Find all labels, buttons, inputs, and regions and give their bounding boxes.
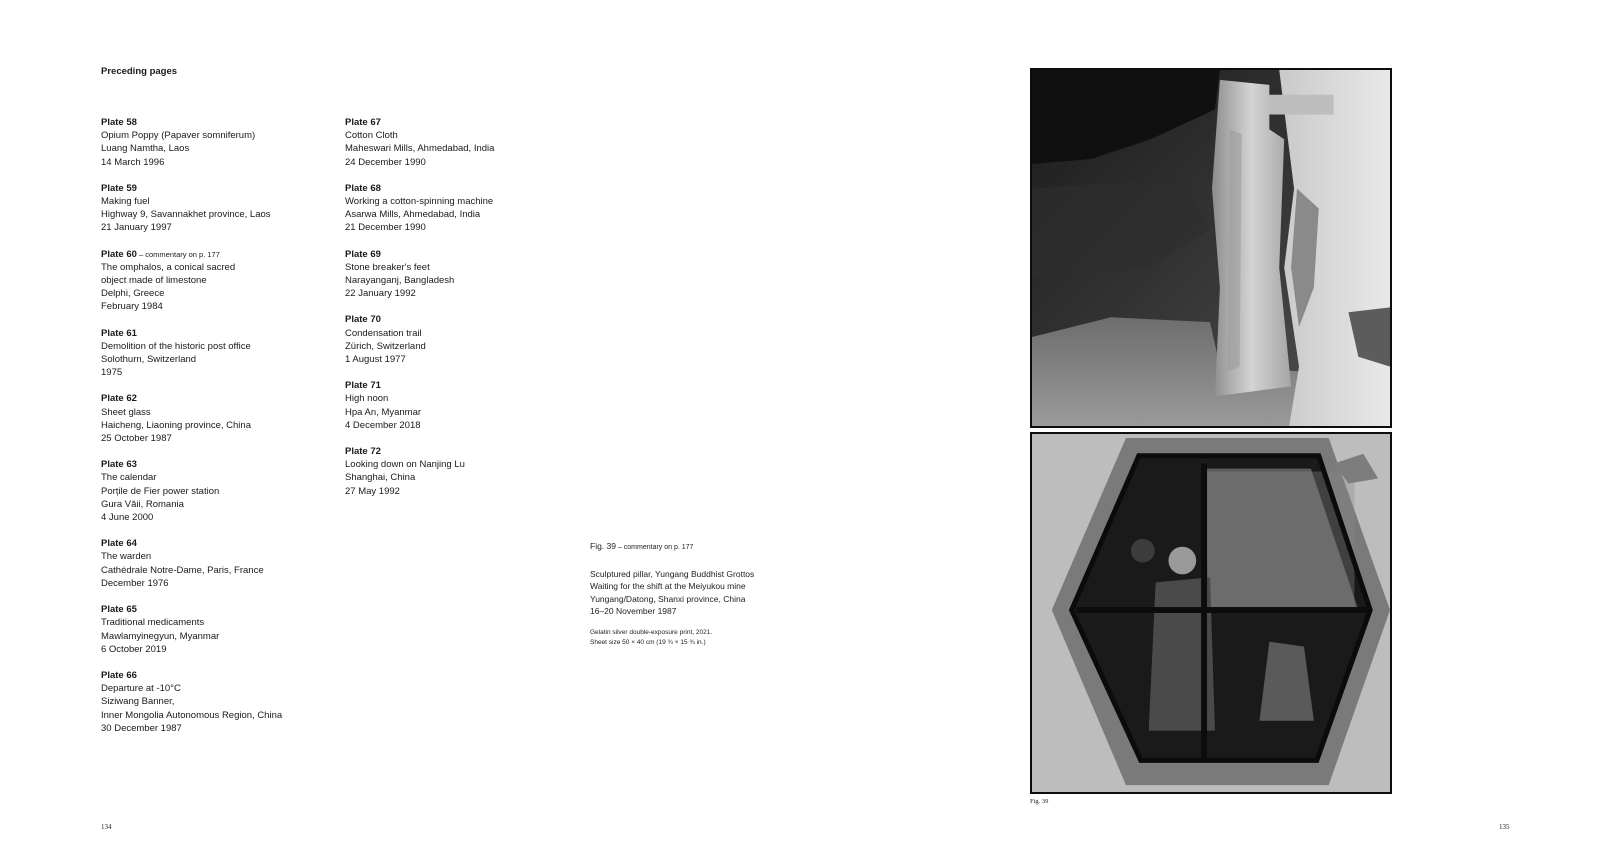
- caption-fig-title: Fig. 39 – commentary on p. 177: [590, 541, 694, 551]
- plate-line: The omphalos, a conical sacred: [101, 261, 236, 273]
- photo-sculptured-pillar: [1030, 68, 1392, 428]
- plate-number: Plate 69: [345, 248, 381, 260]
- plate-line: Luang Namtha, Laos: [101, 143, 190, 155]
- plate-entry: [101, 458, 331, 524]
- plate-line: Cotton Cloth: [345, 130, 398, 142]
- plate-line: December 1976: [101, 577, 169, 589]
- plate-number: Plate 71: [345, 380, 381, 392]
- plate-entry: [345, 313, 575, 366]
- plate-number: Plate 67: [345, 117, 381, 128]
- plate-number: Plate 65: [101, 604, 137, 616]
- plate-line: Siziwang Banner,: [101, 696, 175, 708]
- plate-line: 25 October 1987: [101, 433, 172, 445]
- section-heading: Preceding pages: [101, 66, 178, 77]
- plate-line: Porțile de Fier power station: [101, 485, 220, 497]
- plate-line: 1975: [101, 367, 123, 379]
- plate-line: Sheet glass: [101, 406, 151, 418]
- plate-number: Plate 72: [345, 446, 381, 458]
- plate-line: Shanghai, China: [345, 472, 416, 484]
- plate-line: Inner Mongolia Autonomous Region, China: [101, 709, 283, 721]
- plate-entry: [345, 182, 575, 235]
- plate-line: Zürich, Switzerland: [345, 340, 426, 352]
- plate-line: 4 June 2000: [101, 512, 154, 524]
- plate-list-left: [101, 116, 331, 748]
- plate-line: Gura Văii, Romania: [101, 498, 184, 510]
- figure-caption: [590, 540, 830, 648]
- plate-line: February 1984: [101, 301, 163, 313]
- plate-number: Plate 63: [101, 459, 137, 471]
- plate-line: 27 May 1992: [345, 485, 400, 497]
- plate-line: 1 August 1977: [345, 354, 406, 366]
- plate-line: The warden: [101, 551, 152, 563]
- plate-number: Plate 61: [101, 327, 137, 339]
- caption-line: Yungang/Datong, Shanxi province, China: [590, 593, 746, 604]
- plate-line: Looking down on Nanjing Lu: [345, 459, 465, 471]
- plate-entry: [101, 392, 331, 445]
- plate-list-right: [345, 116, 575, 511]
- plate-entry: [345, 248, 575, 301]
- plate-number: Plate 62: [101, 393, 137, 405]
- plate-line: Cathédrale Notre-Dame, Paris, France: [101, 564, 264, 576]
- plate-number: Plate 60 – commentary on p. 177: [101, 248, 220, 260]
- plate-line: object made of limestone: [101, 275, 207, 287]
- page-number-left: 134: [101, 823, 112, 831]
- plate-line: Delphi, Greece: [101, 288, 165, 300]
- plate-entry: [101, 537, 331, 590]
- plate-line: High noon: [345, 393, 389, 405]
- plate-line: The calendar: [101, 472, 157, 484]
- plate-line: 14 March 1996: [101, 156, 165, 168]
- plate-number: Plate 59: [101, 182, 137, 194]
- plate-line: Opium Poppy (Papaver somniferum): [101, 130, 256, 142]
- plate-entry: [345, 379, 575, 432]
- plate-entry: [101, 182, 331, 235]
- plate-line: Maheswari Mills, Ahmedabad, India: [345, 143, 495, 155]
- plate-line: Narayanganj, Bangladesh: [345, 275, 455, 287]
- plate-line: 21 December 1990: [345, 222, 426, 234]
- plate-line: 4 December 2018: [345, 419, 421, 431]
- plate-line: Demolition of the historic post office: [101, 340, 251, 352]
- plate-entry: [101, 327, 331, 380]
- plate-line: Traditional medicaments: [101, 617, 205, 629]
- commentary-note: – commentary on p. 177: [136, 249, 220, 259]
- plate-line: 6 October 2019: [101, 643, 167, 655]
- plate-entry: [101, 603, 331, 656]
- plate-entry: [345, 445, 575, 498]
- plate-entry: [101, 248, 331, 314]
- plate-line: 24 December 1990: [345, 156, 426, 168]
- plate-line: Highway 9, Savannakhet province, Laos: [101, 209, 271, 221]
- plate-entry: [101, 116, 331, 169]
- caption-print-info: Gelatin silver double-exposure print, 2021.: [590, 628, 713, 636]
- page-number-right: 135: [1499, 823, 1510, 831]
- caption-line: 16–20 November 1987: [590, 606, 677, 616]
- plate-entry: [345, 116, 575, 169]
- plate-number: Plate 66: [101, 669, 137, 681]
- plate-line: Condensation trail: [345, 327, 422, 339]
- plate-number: Plate 70: [345, 314, 381, 326]
- caption-sheet-size: Sheet size 50 × 40 cm (19 ¾ × 15 ¾ in.): [590, 638, 706, 646]
- plate-line: Making fuel: [101, 196, 150, 208]
- photo-miners-hexagon-window: [1030, 432, 1392, 794]
- plate-line: Hpa An, Myanmar: [345, 406, 422, 418]
- plate-entry: [101, 669, 331, 735]
- caption-line: Sculptured pillar, Yungang Buddhist Grottos: [590, 568, 755, 579]
- photo-fig-label: Fig. 39: [1030, 798, 1049, 805]
- plate-line: Mawlamyinegyun, Myanmar: [101, 630, 220, 642]
- plate-line: Haicheng, Liaoning province, China: [101, 419, 251, 431]
- plate-line: Asarwa Mills, Ahmedabad, India: [345, 209, 481, 221]
- plate-line: Stone breaker's feet: [345, 261, 430, 273]
- plate-number: Plate 64: [101, 538, 137, 550]
- plate-line: 30 December 1987: [101, 722, 182, 734]
- plate-line: 21 January 1997: [101, 222, 172, 234]
- caption-line: Waiting for the shift at the Meiyukou mine: [590, 581, 746, 591]
- plate-number: Plate 68: [345, 182, 381, 194]
- plate-line: Departure at -10°C: [101, 683, 181, 695]
- plate-line: Working a cotton-spinning machine: [345, 196, 494, 208]
- plate-line: 22 January 1992: [345, 288, 416, 300]
- plate-line: Solothurn, Switzerland: [101, 354, 197, 366]
- plate-number: Plate 58: [101, 117, 137, 128]
